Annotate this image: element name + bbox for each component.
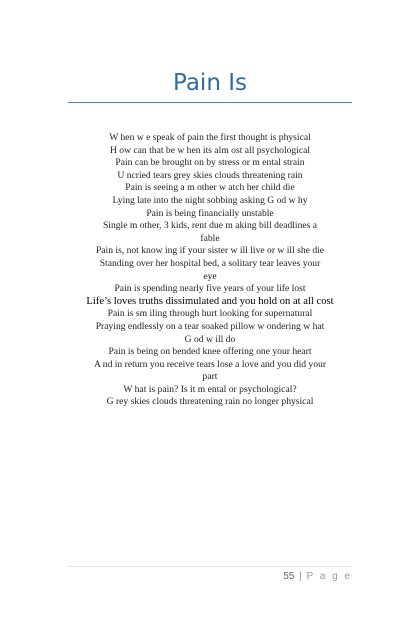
poem-line: Single m other, 3 kids, rent due m aking bill deadlines a [102, 220, 318, 232]
footer-separator: | [299, 571, 302, 582]
poem-line: Praying endlessly on a tear soaked pillow w ondering w hat [95, 320, 325, 332]
poem-line: Pain is spending nearly five years of your life lost [114, 283, 306, 295]
poem-body [68, 132, 352, 409]
poem-line: A nd in return you receive tears lose a love and you did your [93, 358, 327, 370]
poem-line: Pain is being financially unstable [146, 207, 274, 219]
page-title: Pain Is [173, 70, 247, 96]
poem-line: Pain is, not know ing if your sister w ill live or w ill she die [95, 245, 325, 257]
poem-line: fable [200, 232, 220, 244]
poem-line: eye [203, 270, 217, 282]
poem-line: U ncried tears grey skies clouds threatening rain [117, 169, 303, 181]
title-divider [68, 102, 352, 103]
poem-line: G rey skies clouds threatening rain no longer physical [106, 396, 314, 408]
poem-line: W hen w e speak of pain the first thought is physical [109, 132, 311, 143]
poem-line: G od w ill do [184, 333, 236, 345]
poem-line-emphasis: Life’s loves truths dissimulated and you hold on at all cost [86, 295, 334, 307]
page-label: P a g e [306, 571, 352, 582]
poem-line: Lying late into the night sobbing asking G od w hy [112, 194, 308, 206]
poem-line: Pain is seeing a m other w atch her child die [125, 182, 295, 194]
poem-line: part [202, 371, 218, 383]
poem-line: H ow can that be w hen its alm ost all psychological [109, 144, 311, 156]
poem-line: Pain is being on bended knee offering one your heart [108, 346, 312, 358]
poem-line: Standing over her hospital bed, a solitary tear leaves your [99, 257, 321, 269]
poem-line: Pain is sm iling through hurt looking for supernatural [107, 308, 313, 320]
page-footer [283, 571, 352, 582]
footer-divider [68, 566, 352, 567]
poem-line: W hat is pain? Is it m ental or psychological? [123, 383, 297, 395]
poem-line: Pain can be brought on by stress or m ental strain [115, 157, 305, 169]
page-number: 55 [283, 571, 295, 582]
